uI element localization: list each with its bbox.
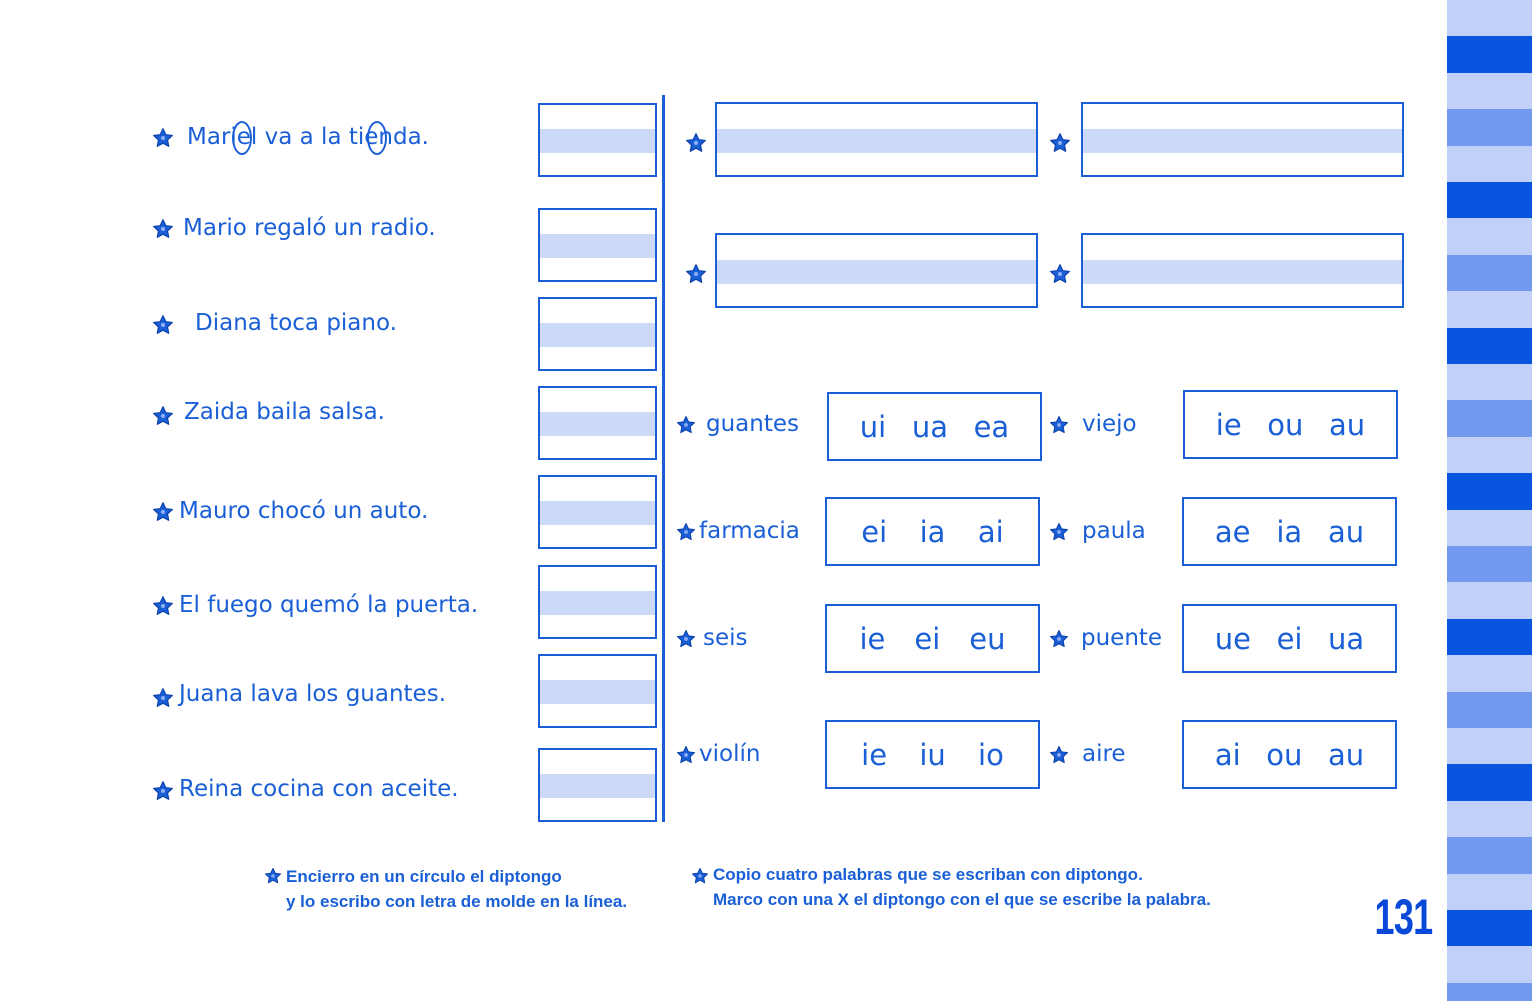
sentence-text: Mario regaló un radio. — [183, 215, 436, 241]
star-icon — [152, 405, 174, 427]
diphthong-option[interactable]: ai — [1214, 737, 1241, 772]
diphthong-option[interactable]: au — [1329, 407, 1366, 442]
diphthong-option[interactable]: ui — [859, 409, 887, 444]
star-icon — [1049, 415, 1069, 435]
column-divider — [662, 95, 665, 822]
diphthong-option[interactable]: iu — [919, 737, 946, 772]
copy-word-box[interactable] — [715, 102, 1038, 177]
star-icon — [685, 132, 707, 154]
instruction-right-line2: Marco con una X el diptongo con el que se escribe la palabra. — [713, 890, 1211, 909]
star-icon — [676, 415, 696, 435]
diphthong-options-box — [825, 604, 1040, 673]
instruction-right — [713, 862, 1211, 912]
answer-box[interactable] — [538, 748, 657, 822]
diphthong-options-box — [1182, 604, 1397, 673]
diphthong-options-box — [827, 392, 1042, 461]
star-icon — [152, 314, 174, 336]
star-icon — [152, 687, 174, 709]
copy-word-box[interactable] — [1081, 233, 1404, 308]
side-stripe — [1447, 291, 1532, 328]
writing-guide-band — [1083, 260, 1402, 284]
diphthong-option[interactable]: ae — [1214, 514, 1251, 549]
diphthong-option[interactable]: ei — [914, 621, 941, 656]
copy-word-box[interactable] — [715, 233, 1038, 308]
diphthong-option[interactable]: ua — [911, 409, 948, 444]
side-stripe — [1447, 364, 1532, 401]
example-circle-tienda — [367, 121, 387, 155]
side-stripe — [1447, 109, 1532, 146]
side-stripe — [1447, 655, 1532, 692]
side-stripe — [1447, 728, 1532, 765]
writing-guide-band — [1083, 129, 1402, 153]
diphthong-option[interactable]: ea — [973, 409, 1010, 444]
answer-box[interactable] — [538, 386, 657, 460]
example-circle-mariel — [232, 121, 252, 155]
diphthong-word: guantes — [706, 411, 799, 437]
star-icon — [676, 522, 696, 542]
side-stripe — [1447, 255, 1532, 292]
diphthong-option[interactable]: ie — [859, 621, 886, 656]
copy-word-box[interactable] — [1081, 102, 1404, 177]
diphthong-option[interactable]: ei — [1276, 621, 1303, 656]
diphthong-option[interactable]: au — [1327, 514, 1365, 549]
side-stripe — [1447, 0, 1532, 37]
writing-guide-band — [540, 680, 655, 704]
side-stripe — [1447, 146, 1532, 183]
writing-guide-band — [717, 260, 1036, 284]
answer-box[interactable] — [538, 103, 657, 177]
diphthong-option[interactable]: ue — [1214, 621, 1252, 656]
star-icon — [1049, 522, 1069, 542]
diphthong-option[interactable]: ua — [1328, 621, 1365, 656]
side-stripe — [1447, 946, 1532, 983]
answer-box[interactable] — [538, 654, 657, 728]
answer-box[interactable] — [538, 208, 657, 282]
side-stripe — [1447, 764, 1532, 801]
diphthong-options-box — [825, 720, 1040, 789]
side-stripe — [1447, 910, 1532, 947]
writing-guide-band — [540, 412, 655, 436]
side-stripe — [1447, 837, 1532, 874]
star-icon — [152, 218, 174, 240]
diphthong-word: farmacia — [699, 518, 800, 544]
side-stripe — [1447, 874, 1532, 911]
diphthong-option[interactable]: ia — [919, 514, 946, 549]
star-icon — [152, 780, 174, 802]
star-icon — [676, 745, 696, 765]
star-icon — [152, 127, 174, 149]
side-stripe — [1447, 983, 1532, 1001]
sentence-text: Zaida baila salsa. — [184, 399, 385, 425]
diphthong-option[interactable]: ei — [861, 514, 888, 549]
diphthong-option[interactable]: au — [1328, 737, 1365, 772]
side-stripe — [1447, 182, 1532, 219]
diphthong-word: puente — [1081, 625, 1163, 651]
side-stripe — [1447, 36, 1532, 73]
side-stripe — [1447, 801, 1532, 838]
diphthong-word: paula — [1082, 518, 1146, 544]
writing-guide-band — [540, 774, 655, 798]
sentence-text: Mauro chocó un auto. — [179, 498, 429, 524]
answer-box[interactable] — [538, 475, 657, 549]
diphthong-options-box — [825, 497, 1040, 566]
writing-guide-band — [540, 501, 655, 525]
sentence-text: Reina cocina con aceite. — [179, 776, 459, 802]
sentence-text: Diana toca piano. — [195, 310, 397, 336]
diphthong-option[interactable]: ie — [861, 737, 888, 772]
diphthong-options-box — [1182, 497, 1397, 566]
diphthong-options-box — [1182, 720, 1397, 789]
instruction-left — [286, 864, 627, 914]
instruction-right-line1: Copio cuatro palabras que se escriban con diptongo. — [713, 865, 1143, 884]
side-stripe — [1447, 400, 1532, 437]
side-stripe — [1447, 582, 1532, 619]
diphthong-option[interactable]: ie — [1215, 407, 1242, 442]
star-icon — [1049, 745, 1069, 765]
side-stripe — [1447, 692, 1532, 729]
star-icon — [1049, 629, 1069, 649]
side-stripe — [1447, 73, 1532, 110]
writing-guide-band — [540, 323, 655, 347]
page-number: 131 — [1374, 889, 1432, 945]
star-icon — [1049, 263, 1071, 285]
star-icon — [264, 867, 282, 885]
side-stripe — [1447, 473, 1532, 510]
sentence-text: Juana lava los guantes. — [179, 681, 447, 707]
writing-guide-band — [540, 591, 655, 615]
star-icon — [685, 263, 707, 285]
star-icon — [152, 501, 174, 523]
diphthong-word: viejo — [1082, 411, 1137, 437]
star-icon — [152, 595, 174, 617]
side-stripe — [1447, 218, 1532, 255]
diphthong-word: violín — [699, 741, 761, 767]
writing-guide-band — [540, 234, 655, 258]
diphthong-option[interactable]: eu — [969, 621, 1006, 656]
side-stripe — [1447, 328, 1532, 365]
side-stripe — [1447, 619, 1532, 656]
writing-guide-band — [540, 129, 655, 153]
star-icon — [676, 629, 696, 649]
instruction-left-line2: y lo escribo con letra de molde en la línea. — [286, 892, 628, 911]
diphthong-options-box — [1183, 390, 1398, 459]
side-stripe — [1447, 546, 1532, 583]
side-stripe — [1447, 437, 1532, 474]
diphthong-option[interactable]: io — [978, 737, 1004, 772]
instruction-left-line1: Encierro en un círculo el diptongo — [286, 867, 562, 886]
side-stripes — [1447, 0, 1532, 1001]
star-icon — [1049, 132, 1071, 154]
sentence-text: Mariel va a la tienda. — [187, 124, 429, 150]
answer-box[interactable] — [538, 565, 657, 639]
diphthong-option[interactable]: ai — [977, 514, 1004, 549]
side-stripe — [1447, 510, 1532, 547]
diphthong-option[interactable]: ou — [1266, 737, 1303, 772]
diphthong-word: aire — [1082, 741, 1126, 767]
answer-box[interactable] — [538, 297, 657, 371]
diphthong-option[interactable]: ou — [1267, 407, 1304, 442]
diphthong-option[interactable]: ia — [1276, 514, 1303, 549]
diphthong-word: seis — [703, 625, 748, 651]
sentence-text: El fuego quemó la puerta. — [179, 592, 479, 618]
writing-guide-band — [717, 129, 1036, 153]
star-icon — [691, 867, 709, 885]
